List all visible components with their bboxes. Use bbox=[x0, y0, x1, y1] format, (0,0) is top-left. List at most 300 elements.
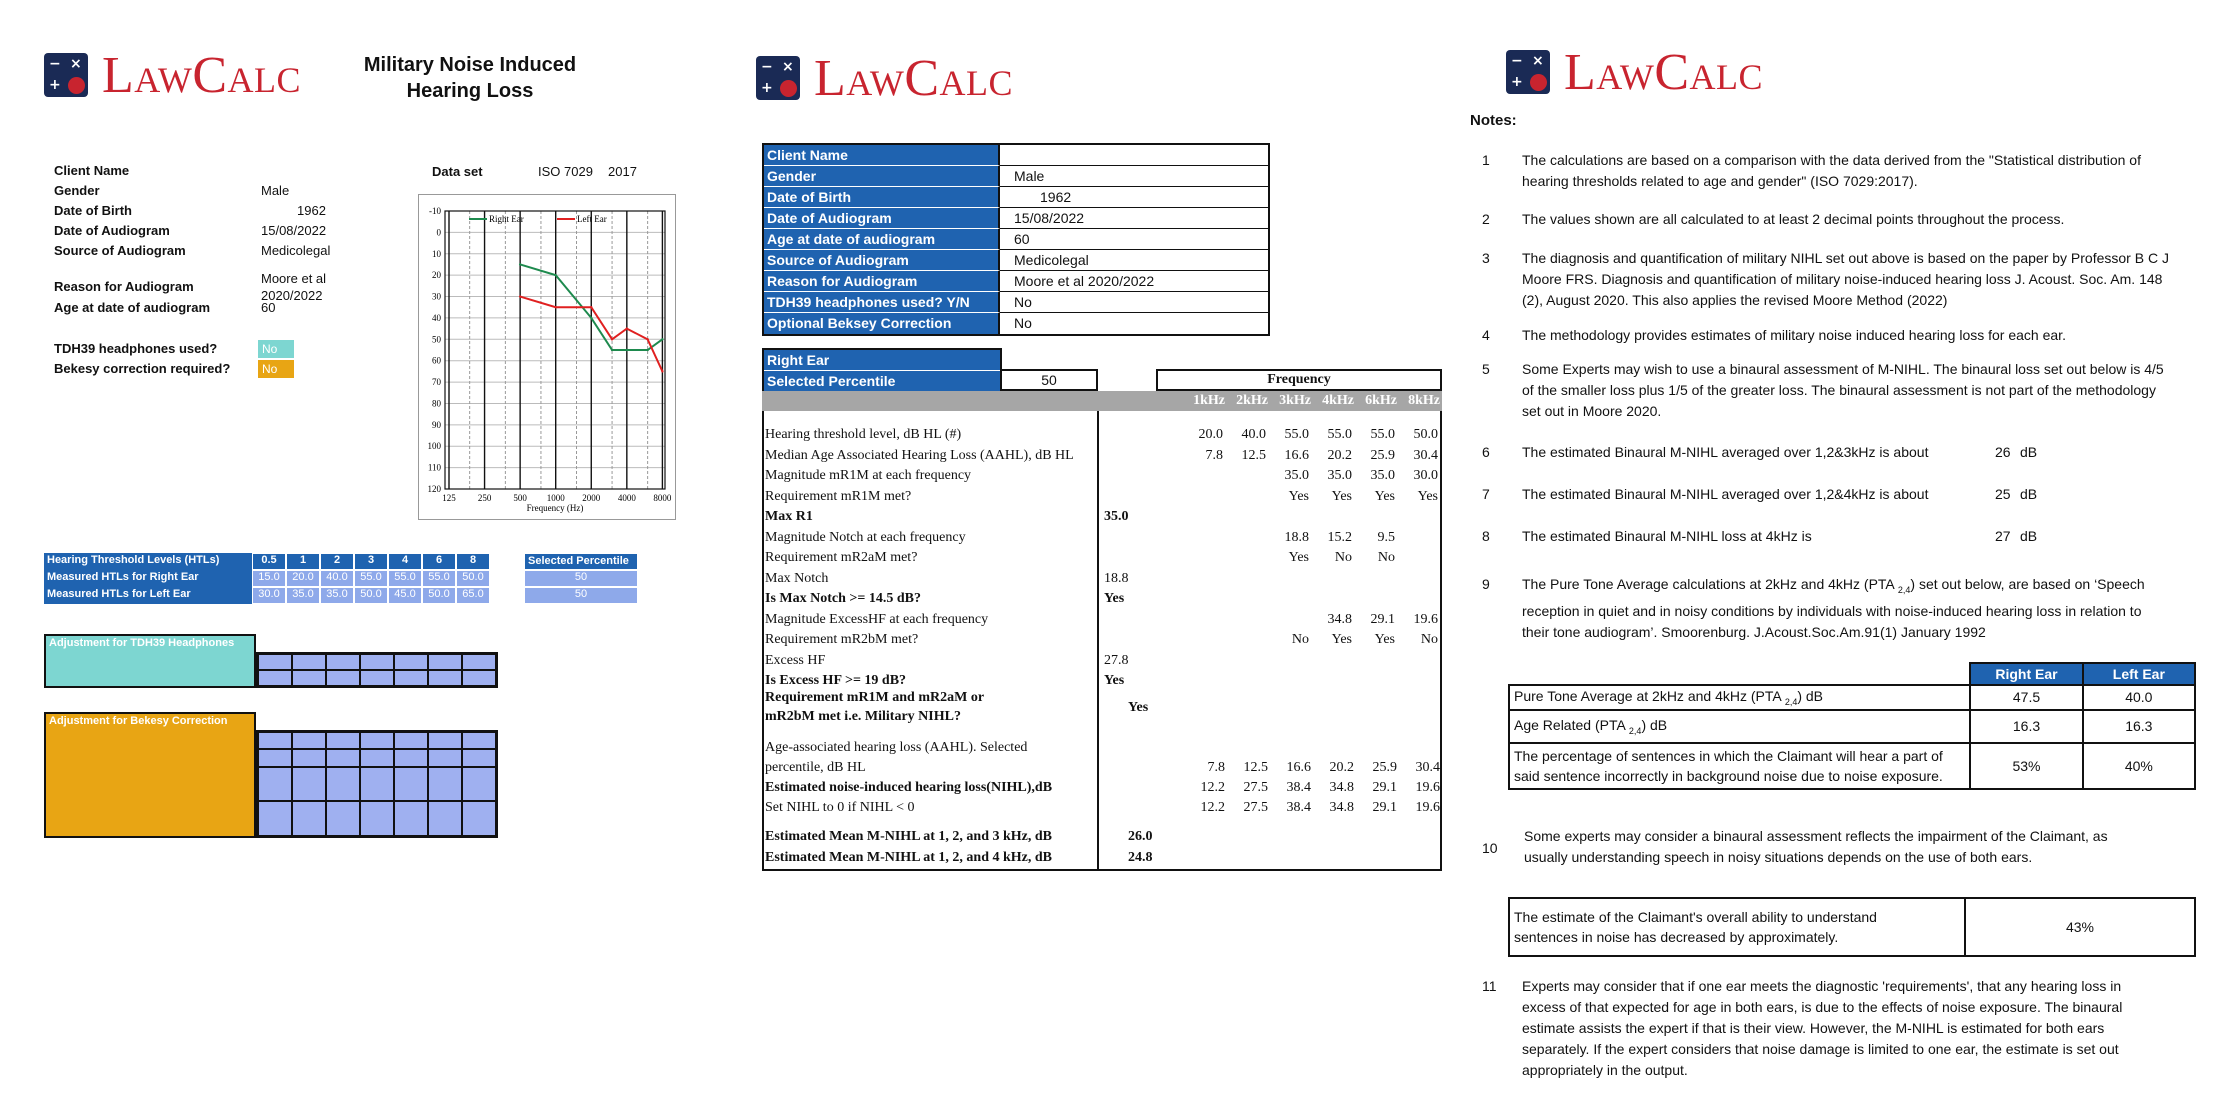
note-line: Some Experts may wish to use a binaural assessment of M-NIHL. The binaural loss set out below is 4/5 bbox=[1522, 361, 2164, 377]
note-number: 11 bbox=[1482, 978, 1497, 994]
htl-right-label: Measured HTLs for Right Ear bbox=[44, 570, 252, 587]
result-cell: 29.1 bbox=[1370, 611, 1395, 627]
field-label: Source of Audiogram bbox=[54, 243, 186, 258]
set0-row bbox=[762, 798, 1112, 818]
pta-subscript: 2,4 bbox=[1897, 584, 1911, 595]
htl-cell[interactable]: 20.0 bbox=[286, 570, 320, 587]
pta-label-part: ) dB bbox=[1797, 688, 1824, 704]
result-cell bbox=[1352, 589, 1395, 609]
result-cell: 19.6 bbox=[1415, 780, 1440, 795]
adj-bekesy-grid[interactable] bbox=[256, 730, 498, 838]
data-point bbox=[626, 327, 628, 329]
req-line1: Requirement mR1M and mR2aM or bbox=[765, 690, 985, 705]
legend-label: Left Ear bbox=[577, 214, 607, 224]
result-cell bbox=[1395, 569, 1438, 589]
htl-cell[interactable]: 30.0 bbox=[252, 587, 286, 604]
freq-header-bar bbox=[762, 391, 1442, 411]
result-cell bbox=[1180, 466, 1223, 486]
dataset-value: ISO 7029 bbox=[538, 164, 593, 179]
mean4-value: 24.8 bbox=[1128, 850, 1153, 865]
adj-tdh-grid[interactable] bbox=[256, 652, 498, 688]
freq-header: 8kHz bbox=[1408, 393, 1440, 408]
calculator-icon: − × + bbox=[44, 53, 88, 97]
result-cell bbox=[1180, 569, 1223, 589]
result-cell bbox=[1395, 651, 1438, 671]
estimate-box bbox=[1508, 897, 2196, 957]
result-cell: 18.8 bbox=[1284, 529, 1309, 545]
htl-right-values bbox=[252, 570, 490, 587]
pta-right-header: Right Ear bbox=[1970, 663, 2082, 685]
result-cell bbox=[1180, 630, 1223, 650]
info-label: Client Name bbox=[764, 145, 1000, 166]
result-cell: 34.8 bbox=[1327, 611, 1352, 627]
audiogram-frame bbox=[418, 194, 676, 520]
tdh-value[interactable]: No bbox=[258, 340, 294, 358]
data-point bbox=[661, 338, 663, 340]
htl-cell[interactable]: 35.0 bbox=[320, 587, 354, 604]
htl-right-row bbox=[44, 570, 490, 587]
info-value[interactable]: Male bbox=[1000, 166, 1268, 187]
sheet1-title bbox=[330, 52, 610, 104]
htl-cell: 3 bbox=[354, 553, 388, 570]
result-row bbox=[762, 466, 1438, 486]
result-cell bbox=[1266, 589, 1309, 609]
field-value[interactable]: Male bbox=[261, 183, 290, 198]
note-line: The diagnosis and quantification of military NIHL set out above is based on the paper by Professor B C J bbox=[1522, 250, 2169, 266]
result-mid-value: Yes bbox=[1104, 673, 1125, 688]
result-cell: 29.1 bbox=[1372, 780, 1397, 795]
note-line: The methodology provides estimates of military noise induced hearing loss for each ear. bbox=[1522, 327, 2066, 343]
info-label: Gender bbox=[764, 166, 1000, 187]
result-cell: 25.9 bbox=[1372, 760, 1397, 775]
percentage-right: 53% bbox=[1970, 743, 2082, 789]
y-tick-label: 30 bbox=[432, 291, 441, 302]
result-cell bbox=[1309, 671, 1352, 691]
htl-cell[interactable]: 65.0 bbox=[456, 587, 490, 604]
note-line: Some experts may consider a binaural assessment reflects the impairment of the Claimant, as bbox=[1524, 828, 2108, 844]
field-label: Client Name bbox=[54, 163, 130, 178]
result-cell: 9.5 bbox=[1377, 529, 1395, 545]
data-point bbox=[626, 349, 628, 351]
y-tick-label: 0 bbox=[436, 227, 441, 238]
percentage-label: The percentage of sentences in which the Claimant will hear a part of said sentence incorrectly in background noise due to noise exposure. bbox=[1509, 743, 1970, 789]
bekesy-label: Bekesy correction required? bbox=[54, 361, 231, 376]
freq-header: 1kHz bbox=[1193, 393, 1225, 408]
tdh-label: TDH39 headphones used? bbox=[54, 341, 218, 356]
note-line bbox=[1522, 574, 2145, 601]
result-row bbox=[762, 610, 1438, 630]
x-tick-label: 8000 bbox=[653, 493, 672, 503]
result-cell: 15.2 bbox=[1327, 529, 1352, 545]
age-related-row bbox=[1509, 710, 2195, 743]
htl-left-label: Measured HTLs for Left Ear bbox=[44, 587, 252, 604]
result-cell: No bbox=[1291, 632, 1309, 647]
y-tick-label: 110 bbox=[427, 462, 441, 473]
result-cell bbox=[1223, 589, 1266, 609]
htl-freqs bbox=[252, 553, 490, 570]
freq-header: 2kHz bbox=[1236, 393, 1268, 408]
percentage-row bbox=[1509, 743, 2195, 789]
result-cell: 19.6 bbox=[1415, 800, 1440, 815]
note-line: set out in Moore 2020. bbox=[1522, 403, 1662, 419]
result-cell bbox=[1352, 569, 1395, 589]
x-tick-label: 1000 bbox=[546, 493, 565, 503]
result-cell: 27.5 bbox=[1243, 800, 1268, 815]
info-value[interactable]: Medicolegal bbox=[1000, 250, 1268, 271]
result-cell: 30.4 bbox=[1415, 760, 1440, 775]
info-value[interactable]: No bbox=[1014, 315, 1032, 331]
data-point bbox=[611, 349, 613, 351]
htl-cell[interactable]: 40.0 bbox=[320, 570, 354, 587]
htl-cell[interactable]: 50.0 bbox=[422, 587, 456, 604]
estimate-line1: The estimate of the Claimant's overall ability to understand bbox=[1514, 909, 1877, 925]
info-label: Optional Beksey Correction bbox=[764, 313, 1000, 334]
result-cell: 29.1 bbox=[1372, 800, 1397, 815]
data-point bbox=[555, 306, 557, 308]
info-value[interactable]: No bbox=[1000, 292, 1268, 313]
note-line: (2), August 2020. This also applies the revised Moore Method (2022) bbox=[1522, 292, 1948, 308]
x-tick-label: 4000 bbox=[617, 493, 636, 503]
result-cell: 20.0 bbox=[1198, 427, 1223, 442]
result-cell: Yes bbox=[1374, 488, 1395, 504]
scales-icon bbox=[68, 77, 85, 94]
result-cell bbox=[1352, 671, 1395, 691]
percentile-header: Selected Percentile bbox=[524, 553, 638, 570]
result-cell: 12.2 bbox=[1200, 780, 1225, 795]
result-cell bbox=[1180, 507, 1223, 527]
info-row bbox=[764, 313, 1268, 334]
field-value[interactable]: 1962 bbox=[297, 203, 326, 218]
info-value[interactable]: 1962 bbox=[1000, 187, 1268, 208]
lawcalc-logo-2 bbox=[756, 48, 1013, 108]
age-related-left: 16.3 bbox=[2083, 710, 2195, 743]
x-tick-label: 2000 bbox=[582, 493, 601, 503]
freq-headers bbox=[1182, 391, 1440, 411]
htl-cell[interactable]: 50.0 bbox=[456, 570, 490, 587]
note-line: separately. If the expert considers that noise damage is limited to one ear, the estimate is set out bbox=[1522, 1041, 2119, 1057]
result-label: Median Age Associated Hearing Loss (AAHL), dB HL bbox=[765, 447, 1074, 463]
htl-cell: 2 bbox=[320, 553, 354, 570]
result-cell bbox=[1180, 610, 1223, 630]
htl-cell: 4 bbox=[388, 553, 422, 570]
htl-cell[interactable]: 35.0 bbox=[286, 587, 320, 604]
result-cell: 38.4 bbox=[1286, 800, 1311, 815]
note-fragment: The Pure Tone Average calculations at 2kHz and 4kHz (PTA bbox=[1522, 576, 1898, 592]
result-cell: 55.0 bbox=[1327, 427, 1352, 442]
adj-tdh-label bbox=[44, 634, 256, 688]
ear-label: Right Ear bbox=[764, 350, 1000, 371]
nihl-values bbox=[1182, 778, 1440, 798]
result-cell bbox=[1223, 548, 1266, 568]
note-number: 9 bbox=[1482, 576, 1490, 592]
field-value[interactable]: Medicolegal bbox=[261, 243, 331, 258]
note-line: The calculations are based on a comparison with the data derived from the "Statistical distribution of bbox=[1522, 152, 2141, 168]
pta-left-header: Left Ear bbox=[2083, 663, 2195, 685]
result-label: Requirement mR1M met? bbox=[765, 488, 912, 504]
result-cell: 38.4 bbox=[1286, 780, 1311, 795]
age-related-right: 16.3 bbox=[1970, 710, 2082, 743]
result-cell: Yes bbox=[1417, 488, 1438, 504]
result-cell: No bbox=[1377, 550, 1395, 565]
bekesy-value[interactable]: No bbox=[258, 360, 294, 378]
freq-header: 6kHz bbox=[1365, 393, 1397, 408]
y-tick-label: 60 bbox=[432, 355, 441, 366]
htl-cell[interactable]: 55.0 bbox=[422, 570, 456, 587]
result-cell bbox=[1352, 507, 1395, 527]
htl-header-row bbox=[44, 553, 490, 570]
result-cell: No bbox=[1334, 550, 1352, 565]
info-label: Date of Audiogram bbox=[764, 208, 1000, 229]
info-value[interactable]: 15/08/2022 bbox=[1000, 208, 1268, 229]
result-cell bbox=[1223, 528, 1266, 548]
result-label: Hearing threshold level, dB HL (#) bbox=[765, 427, 962, 442]
req-row bbox=[762, 688, 1202, 726]
result-cell: 55.0 bbox=[1370, 427, 1395, 442]
set0-label: Set NIHL to 0 if NIHL < 0 bbox=[765, 800, 915, 815]
result-cell: 16.6 bbox=[1286, 760, 1311, 775]
info-row bbox=[764, 292, 1268, 313]
info-label: TDH39 headphones used? Y/N bbox=[764, 292, 1000, 313]
note-6-value: 26 bbox=[1995, 444, 2011, 460]
adj-tdh-text: Adjustment for TDH39 Headphones bbox=[49, 637, 235, 649]
info-row bbox=[764, 166, 1268, 187]
result-label: Requirement mR2aM met? bbox=[765, 550, 918, 565]
info-row bbox=[764, 229, 1268, 250]
field-value[interactable]: 60 bbox=[261, 300, 276, 315]
result-mid-value bbox=[1104, 630, 1180, 650]
pta-label-part: Pure Tone Average at 2kHz and 4kHz (PTA bbox=[1514, 688, 1785, 704]
htl-left-row bbox=[44, 587, 490, 604]
x-tick-label: 125 bbox=[442, 493, 456, 503]
result-mid-value: 35.0 bbox=[1104, 509, 1129, 524]
field-label: Age at date of audiogram bbox=[54, 300, 211, 315]
mean3-row bbox=[762, 827, 1202, 847]
result-cell: Yes bbox=[1288, 550, 1309, 565]
result-mid-value: Yes bbox=[1104, 591, 1125, 606]
result-cell: 35.0 bbox=[1327, 468, 1352, 483]
info-row bbox=[764, 187, 1268, 208]
note-line: hearing thresholds related to age and gender" (ISO 7029:2017). bbox=[1522, 173, 1918, 189]
info-row bbox=[764, 271, 1268, 292]
info-value[interactable] bbox=[1000, 145, 1268, 166]
result-cell: No bbox=[1420, 632, 1438, 647]
htl-cell[interactable]: 50.0 bbox=[354, 587, 388, 604]
mean3-label: Estimated Mean M-NIHL at 1, 2, and 3 kHz, dB bbox=[765, 829, 1053, 844]
result-cell: 16.6 bbox=[1284, 447, 1309, 463]
audiogram-chart bbox=[419, 195, 675, 519]
nihl-row bbox=[762, 778, 1112, 798]
result-row bbox=[762, 651, 1438, 671]
pta-row bbox=[1509, 685, 2195, 710]
result-cell bbox=[1309, 589, 1352, 609]
pta-subscript: 2,4 bbox=[1628, 725, 1642, 736]
result-mid-value bbox=[1104, 548, 1180, 568]
aahl-values bbox=[1182, 758, 1440, 778]
note-number: 4 bbox=[1482, 327, 1490, 343]
info-value[interactable]: Moore et al 2020/2022 bbox=[1000, 271, 1268, 292]
result-label: Magnitude Notch at each frequency bbox=[765, 529, 966, 545]
title-line2: Hearing Loss bbox=[406, 80, 534, 102]
note-8-value: 27 bbox=[1995, 528, 2011, 544]
data-point bbox=[611, 338, 613, 340]
result-cell bbox=[1266, 569, 1309, 589]
note-number: 10 bbox=[1482, 840, 1498, 856]
result-cell: 35.0 bbox=[1284, 468, 1309, 483]
y-tick-label: 90 bbox=[432, 419, 441, 430]
result-cell bbox=[1223, 630, 1266, 650]
htl-cell[interactable]: 55.0 bbox=[354, 570, 388, 587]
result-cell bbox=[1395, 548, 1438, 568]
result-cell: Yes bbox=[1331, 488, 1352, 504]
info-label: Age at date of audiogram bbox=[764, 229, 1000, 250]
info-row bbox=[764, 208, 1268, 229]
y-tick-label: 120 bbox=[427, 484, 441, 494]
result-cell bbox=[1309, 507, 1352, 527]
aahl-row bbox=[762, 738, 1112, 778]
result-label: Excess HF bbox=[765, 652, 826, 668]
mean4-row bbox=[762, 848, 1202, 868]
pta-right-value: 47.5 bbox=[1970, 685, 2082, 710]
lawcalc-logo-3 bbox=[1506, 42, 1763, 102]
note-line: The values shown are all calculated to at least 2 decimal points throughout the process. bbox=[1522, 211, 2065, 227]
result-label: Max R1 bbox=[765, 509, 813, 524]
result-cell: 30.0 bbox=[1413, 468, 1438, 483]
mean3-value: 26.0 bbox=[1128, 829, 1153, 844]
field-label: Gender bbox=[54, 183, 100, 198]
result-cell: 25.9 bbox=[1370, 447, 1395, 463]
result-cell bbox=[1223, 569, 1266, 589]
pta-subscript: 2,4 bbox=[1784, 696, 1798, 707]
field-value[interactable]: 15/08/2022 bbox=[261, 223, 327, 238]
percentage-left: 40% bbox=[2083, 743, 2195, 789]
brand-name: LawCalc bbox=[814, 49, 1014, 107]
percentile-value[interactable]: 50 bbox=[1000, 369, 1098, 391]
req-line2: mR2bM met i.e. Military NIHL? bbox=[765, 709, 961, 724]
ear-box bbox=[762, 348, 1002, 391]
result-cell bbox=[1223, 507, 1266, 527]
htl-cell[interactable]: 45.0 bbox=[388, 587, 422, 604]
info-value[interactable]: 60 bbox=[1000, 229, 1268, 250]
note-line: appropriately in the output. bbox=[1522, 1062, 1688, 1078]
result-cell: Yes bbox=[1331, 632, 1352, 647]
field-label: Reason for Audiogram bbox=[54, 279, 194, 294]
frequency-title: Frequency bbox=[1156, 369, 1442, 391]
htl-cell[interactable]: 55.0 bbox=[388, 570, 422, 587]
note-unit: dB bbox=[2020, 528, 2038, 544]
result-cell: Yes bbox=[1288, 488, 1309, 504]
result-mid-value: 18.8 bbox=[1104, 570, 1129, 586]
note-unit: dB bbox=[2020, 444, 2038, 460]
percentile-left[interactable]: 50 bbox=[524, 587, 638, 604]
y-tick-label: 70 bbox=[432, 377, 441, 388]
result-cell: 20.2 bbox=[1327, 447, 1352, 463]
field-label: Date of Birth bbox=[54, 203, 132, 218]
data-point bbox=[519, 263, 521, 265]
result-mid-value bbox=[1104, 466, 1180, 486]
result-label: Magnitude ExcessHF at each frequency bbox=[765, 611, 989, 627]
info-rows bbox=[764, 145, 1268, 334]
estimate-value: 43% bbox=[2065, 919, 2095, 935]
note-line: The estimated Binaural M-NIHL averaged over 1,2&3kHz is about bbox=[1522, 444, 1929, 460]
scales-icon bbox=[780, 80, 797, 97]
result-label: Magnitude mR1M at each frequency bbox=[765, 468, 972, 483]
data-point bbox=[646, 338, 648, 340]
y-tick-label: 80 bbox=[432, 398, 441, 409]
note-number: 5 bbox=[1482, 361, 1490, 377]
notes-title: Notes: bbox=[1470, 112, 1517, 129]
result-cell: 7.8 bbox=[1205, 447, 1223, 463]
title-line1: Military Noise Induced bbox=[363, 54, 577, 76]
data-point bbox=[519, 295, 521, 297]
result-cell: 34.8 bbox=[1329, 800, 1354, 815]
note-number: 3 bbox=[1482, 250, 1490, 266]
x-axis-label: Frequency (Hz) bbox=[526, 503, 584, 513]
result-cell bbox=[1223, 671, 1266, 691]
brand-name: LawCalc bbox=[1564, 43, 1764, 101]
result-cell: 40.0 bbox=[1241, 427, 1266, 442]
pta-left-value: 40.0 bbox=[2083, 685, 2195, 710]
pta-label-part: Age Related (PTA bbox=[1514, 716, 1629, 733]
result-cell bbox=[1266, 671, 1309, 691]
result-cell bbox=[1352, 651, 1395, 671]
htl-cell[interactable]: 15.0 bbox=[252, 570, 286, 587]
result-cell: 30.4 bbox=[1413, 447, 1438, 463]
result-row bbox=[762, 528, 1438, 548]
data-point bbox=[646, 349, 648, 351]
set0-values bbox=[1182, 798, 1440, 818]
htl-cell: 8 bbox=[456, 553, 490, 570]
scales-icon bbox=[1530, 74, 1547, 91]
aahl-line1: Age-associated hearing loss (AAHL). Selected bbox=[765, 740, 1028, 755]
note-number: 1 bbox=[1482, 152, 1490, 168]
result-row bbox=[762, 446, 1438, 466]
y-tick-label: -10 bbox=[429, 206, 441, 216]
info-row bbox=[764, 250, 1268, 271]
info-table bbox=[762, 143, 1270, 336]
result-cell bbox=[1266, 610, 1309, 630]
percentile-right[interactable]: 50 bbox=[524, 570, 638, 587]
result-cell: 55.0 bbox=[1284, 427, 1309, 442]
adj-bekesy-text: Adjustment for Bekesy Correction bbox=[49, 715, 228, 727]
note-number: 2 bbox=[1482, 211, 1490, 227]
result-cell: 50.0 bbox=[1413, 427, 1438, 442]
result-label: Max Notch bbox=[765, 570, 829, 586]
result-cell bbox=[1309, 569, 1352, 589]
req-value: Yes bbox=[1128, 700, 1149, 715]
dataset-label: Data set bbox=[432, 164, 483, 179]
result-cell bbox=[1180, 528, 1223, 548]
note-line: of the smaller loss plus 1/5 of the greater loss. The binaural assessment is not part of the methodology bbox=[1522, 382, 2156, 398]
nihl-label: Estimated noise-induced hearing loss(NIHL),dB bbox=[765, 780, 1053, 795]
result-cell: 19.6 bbox=[1413, 611, 1438, 627]
result-cell: 35.0 bbox=[1370, 468, 1395, 483]
result-cell bbox=[1395, 589, 1438, 609]
aahl-line2: percentile, dB HL bbox=[765, 760, 866, 775]
note-line: excess of that expected for age in both ears, is due to the effects of noise exposure. The binaural bbox=[1522, 999, 2123, 1015]
result-label: Is Excess HF >= 19 dB? bbox=[765, 673, 907, 688]
percentile-box bbox=[524, 553, 638, 604]
note-fragment: ) set out below, are based on ‘Speech bbox=[1910, 576, 2145, 592]
info-row bbox=[764, 145, 1268, 166]
estimate-label bbox=[1510, 899, 1966, 955]
note-7-value: 25 bbox=[1995, 486, 2011, 502]
dataset-year: 2017 bbox=[608, 164, 637, 179]
result-cell: 7.8 bbox=[1207, 760, 1225, 775]
y-tick-label: 100 bbox=[427, 441, 441, 452]
result-row bbox=[762, 487, 1438, 507]
field-value[interactable]: Moore et al 2020/2022 bbox=[261, 271, 327, 303]
pta-label bbox=[1509, 685, 1970, 710]
